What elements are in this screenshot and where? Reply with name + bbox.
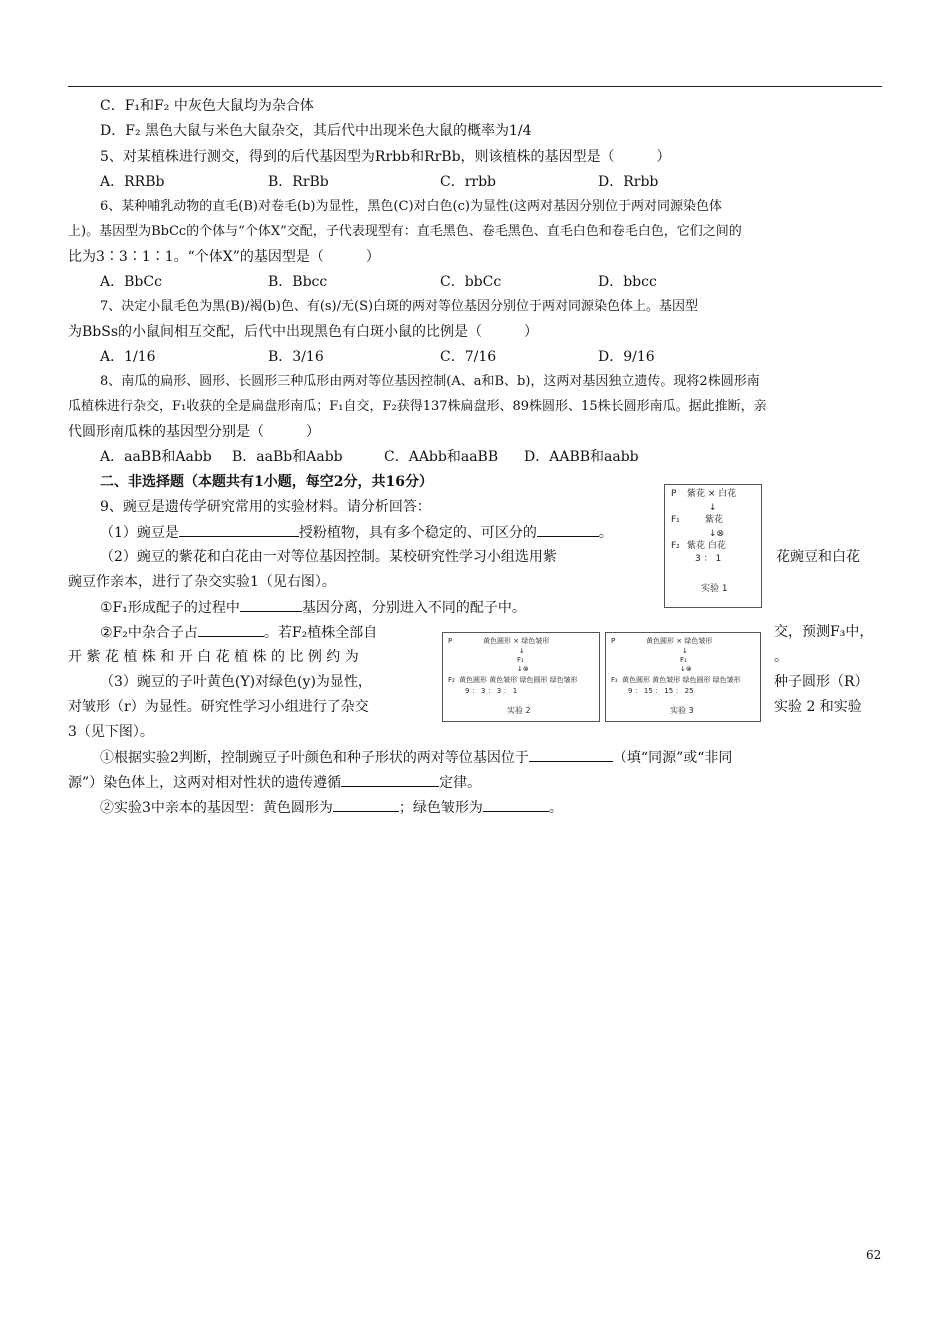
exp1-ratio: 3 ： 1 [695, 554, 722, 564]
q6-line2: 上)。基因型为BbCc的个体与“个体X”交配，子代表现型有：直毛黑色、卷毛黑色、直毛白色和卷毛白色，它们之间的 [68, 224, 742, 239]
q9-p3-q1-line1 [100, 747, 732, 768]
q8-option-d: D．AABB和aabb [524, 449, 639, 465]
q9-p2-q2-text-b: 。若F₂植株全部自 [263, 625, 378, 641]
q7-line1: 7、决定小鼠毛色为黑(B)/褐(b)色、有(s)/无(S)白斑的两对等位基因分别位于两对同源染色体上。基因型 [100, 299, 699, 314]
exp2-f2-label: F₂ [448, 676, 455, 684]
q9-p3-q2-text-b: ；绿色皱形为 [398, 800, 483, 816]
q6-line1: 6、某种哺乳动物的直毛(B)对卷毛(b)为显性，黑色(C)对白色(c)为显性(这两对基因分别位于两对同源染色体 [100, 199, 723, 214]
q6-option-c: C．bbCc [440, 274, 502, 290]
q8-option-a: A．aaBB和Aabb [100, 449, 212, 465]
exp1-selfing-arrow: ↓⊗ [709, 529, 725, 539]
answer-blank-yellow-round-genotype[interactable] [333, 797, 399, 812]
q9-p2-line1: （2）豌豆的紫花和白花由一对等位基因控制。某校研究性学习小组选用紫 [100, 549, 557, 565]
exp2-f2: 黄色圆形 黄色皱形 绿色圆形 绿色皱形 [459, 676, 578, 684]
q7-line2: 为BbSs的小鼠间相互交配，后代中出现黑色有白斑小鼠的比例是（ ） [68, 324, 539, 340]
experiment-2-figure [442, 632, 600, 722]
exp1-arrow-down: ↓ [709, 503, 717, 513]
q9-p1-text-b: 授粉植物，具有多个稳定的、可区分的 [298, 525, 537, 541]
q9-p3-q1-line2 [68, 772, 481, 793]
exp2-parent-cross: 黄色圆形 × 绿色皱形 [483, 637, 550, 645]
q9-p2-q2-line2-tail: 。 [774, 649, 788, 665]
q9-intro: 9、豌豆是遗传学研究常用的实验材料。请分析回答： [100, 499, 431, 515]
exp3-f2-label: F₂ [611, 676, 618, 684]
exp2-ratio: 9 ： 3 ： 3 ： 1 [465, 687, 518, 695]
exp3-selfing-arrow: ↓⊗ [680, 665, 692, 673]
q5-option-a: A．RRBb [100, 174, 165, 190]
answer-blank-pollination[interactable] [179, 522, 299, 537]
exp3-p-label: P [611, 637, 616, 645]
q9-p3-q1-text-a: ①根据实验2判断，控制豌豆子叶颜色和种子形状的两对等位基因位于 [100, 750, 529, 766]
page-number: 62 [866, 1248, 882, 1262]
q8-option-b: B．aaBb和Aabb [232, 449, 343, 465]
q7-option-a: A．1/16 [100, 349, 156, 365]
q7-option-c: C．7/16 [440, 349, 497, 365]
q8-line3: 代圆形南瓜株的基因型分别是（ ） [68, 424, 320, 440]
exp1-p-label: P [671, 489, 677, 499]
q9-p3-q2 [100, 797, 563, 818]
q9-p2-q1-text-a: ①F₁形成配子的过程中 [100, 600, 240, 616]
q-prev-option-d: D．F₂ 黑色大鼠与米色大鼠杂交，其后代中出现米色大鼠的概率为1/4 [100, 123, 532, 139]
q5-option-b: B．RrBb [268, 174, 329, 190]
q8-option-c: C．AAbb和aaBB [384, 449, 499, 465]
exp1-parent-cross: 紫花 × 白花 [687, 489, 737, 499]
exp2-selfing-arrow: ↓⊗ [517, 665, 529, 673]
exp3-f2: 黄色圆形 黄色皱形 绿色圆形 绿色皱形 [622, 676, 741, 684]
q9-p3-q1-line2-text-b: 定律。 [439, 775, 482, 791]
q9-p2-line1-tail: 花豌豆和白花 [776, 549, 860, 565]
q5-stem: 5、对某植株进行测交，得到的后代基因型为Rrbb和RrBb，则该植株的基因型是（ ） [100, 149, 671, 165]
q9-p2-q1-text-b: 基因分离，分别进入不同的配子中。 [301, 600, 526, 616]
q9-p3-q1-text-b: （填“同源”或“非同 [612, 750, 733, 766]
q9-p3-q2-text-c: 。 [548, 800, 563, 816]
answer-blank-chromosome[interactable] [529, 747, 613, 762]
exp2-arrow-down: ↓ [519, 647, 525, 655]
exp3-parent-cross: 黄色圆形 × 绿色皱形 [646, 637, 713, 645]
q9-p3-q1-line2-text-a: 源”）染色体上，这两对相对性状的遗传遵循 [68, 775, 342, 791]
answer-blank-green-wrinkled-genotype[interactable] [483, 797, 549, 812]
q6-option-a: A．BbCc [100, 274, 162, 290]
q6-option-b: B．Bbcc [268, 274, 328, 290]
q8-line1: 8、南瓜的扁形、圆形、长圆形三种瓜形由两对等位基因控制(A、a和B、b)，这两对基因独立遗传。现将2株圆形南 [100, 374, 760, 389]
q9-p1 [100, 522, 613, 543]
exp1-f2: 紫花 白花 [687, 541, 726, 551]
q9-p2-q2-tail: 交，预测F₃中， [774, 624, 874, 640]
answer-blank-traits[interactable] [537, 522, 599, 537]
answer-blank-heterozygote[interactable] [198, 622, 264, 637]
answer-blank-law[interactable] [341, 772, 439, 787]
exp3-caption: 实验 3 [670, 706, 694, 715]
q9-p3-line2: 对皱形（r）为显性。研究性学习小组进行了杂交 [68, 699, 369, 715]
experiment-3-figure [605, 632, 761, 722]
experiment-1-figure [664, 484, 762, 608]
q6-option-d: D．bbcc [598, 274, 657, 290]
exp1-f1: 紫花 [705, 515, 724, 525]
exp1-f1-label: F₁ [671, 515, 680, 525]
q9-p3-line2-tail: 实验 2 和实验 [774, 699, 862, 715]
q5-option-c: C．rrbb [440, 174, 497, 190]
q9-p2-line2: 豌豆作亲本，进行了杂交实验1（见右图）。 [68, 574, 336, 590]
answer-blank-gene-separation[interactable] [240, 597, 302, 612]
q9-p1-text-a: （1）豌豆是 [100, 525, 179, 541]
q9-p3-q2-text-a: ②实验3中亲本的基因型：黄色圆形为 [100, 800, 333, 816]
q7-option-b: B．3/16 [268, 349, 324, 365]
exp1-f2-label: F₂ [671, 541, 680, 551]
q8-line2: 瓜植株进行杂交，F₁收获的全是扁盘形南瓜；F₁自交，F₂获得137株扁盘形、89株圆形、15株长圆形南瓜。据此推断，亲 [68, 399, 767, 414]
q9-p2-q2-line2: 开 紫 花 植 株 和 开 白 花 植 株 的 比 例 约 为 [68, 649, 359, 665]
header-rule [68, 86, 882, 87]
q9-p1-text-c: 。 [598, 525, 613, 541]
exp1-caption: 实验 1 [701, 584, 728, 594]
q9-p2-q2-text-a: ②F₂中杂合子占 [100, 625, 198, 641]
exp2-p-label: P [448, 637, 453, 645]
exp3-f1-label: F₁ [680, 656, 687, 664]
exp2-caption: 实验 2 [507, 706, 531, 715]
exp3-ratio: 9 ： 15 ： 15 ： 25 [628, 687, 694, 695]
q9-p2-q2 [100, 622, 377, 643]
exp2-f1-label: F₁ [517, 656, 524, 664]
q5-option-d: D．Rrbb [598, 174, 659, 190]
q7-option-d: D．9/16 [598, 349, 655, 365]
section2-heading: 二、非选择题（本题共有1小题，每空2分，共16分） [100, 474, 433, 490]
q9-p2-q1 [100, 597, 526, 618]
q6-line3: 比为3∶3∶1∶1。“个体X”的基因型是（ ） [68, 249, 380, 265]
q9-p3-line3: 3（见下图）。 [68, 724, 154, 740]
q9-p3-line1-tail: 种子圆形（R） [774, 674, 869, 690]
exp3-arrow-down: ↓ [682, 647, 688, 655]
q-prev-option-c: C．F₁和F₂ 中灰色大鼠均为杂合体 [100, 98, 314, 114]
q9-p3-line1: （3）豌豆的子叶黄色(Y)对绿色(y)为显性， [100, 674, 372, 690]
